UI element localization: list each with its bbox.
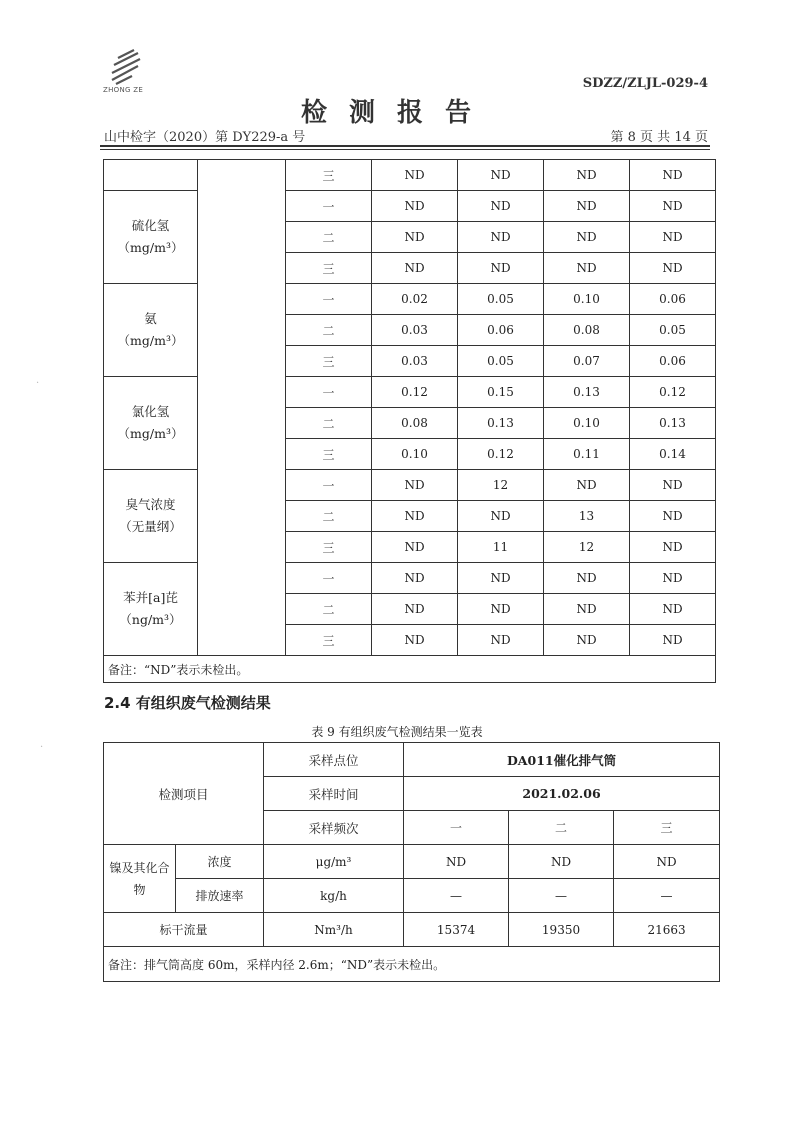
header-divider (100, 145, 710, 147)
value-cell: ND (372, 625, 458, 656)
value-cell: 0.12 (372, 377, 458, 408)
value-cell: 0.10 (372, 439, 458, 470)
freq-cell: 一 (286, 470, 372, 501)
value-cell: ND (509, 845, 614, 879)
table-note: 备注：“ND”表示未检出。 (104, 656, 716, 683)
value-cell: 12 (458, 470, 544, 501)
value-cell: 0.12 (458, 439, 544, 470)
freq-cell: 三 (614, 811, 720, 845)
value-cell: 0.06 (630, 346, 716, 377)
pollutant-name: 苯并[a]芘 (123, 590, 178, 605)
value-cell: ND (372, 222, 458, 253)
table-row (104, 191, 716, 222)
point-label: 采样点位 (264, 743, 404, 777)
value-cell: 0.08 (372, 408, 458, 439)
pollutant-name: 镍及其化合物 (104, 845, 176, 913)
item-header: 检测项目 (104, 743, 264, 845)
value-cell: ND (404, 845, 509, 879)
table-row (104, 563, 716, 594)
freq-cell: 三 (286, 160, 372, 191)
pollutant-cell (104, 191, 198, 284)
value-cell: ND (458, 501, 544, 532)
pollutant-name: 硫化氢 (131, 218, 170, 233)
table-row (104, 160, 716, 191)
table-row (104, 879, 720, 913)
value-cell: 0.02 (372, 284, 458, 315)
section-heading: 2.4 有组织废气检测结果 (104, 694, 271, 712)
value-cell: 21663 (614, 913, 720, 947)
table-note: 备注：排气筒高度 60m，采样内径 2.6m；“ND”表示未检出。 (104, 947, 720, 982)
scan-dot: · (40, 742, 44, 753)
freq-cell: 三 (286, 346, 372, 377)
value-cell: ND (544, 253, 630, 284)
value-cell: 0.10 (544, 284, 630, 315)
value-cell: — (404, 879, 509, 913)
value-cell: ND (372, 563, 458, 594)
conc-unit: μg/m³ (264, 845, 404, 879)
value-cell: 0.03 (372, 315, 458, 346)
table-row (104, 377, 716, 408)
table-row (104, 470, 716, 501)
value-cell: 0.05 (458, 346, 544, 377)
table-row (104, 656, 716, 683)
pollutant-unit: （mg/m³） (117, 426, 184, 441)
freq-cell: 二 (286, 408, 372, 439)
rate-label: 排放速率 (176, 879, 264, 913)
pollutant-unit: （mg/m³） (117, 333, 184, 348)
value-cell: ND (544, 625, 630, 656)
value-cell: ND (630, 160, 716, 191)
value-cell: 0.12 (630, 377, 716, 408)
pollutant-name: 臭气浓度 (125, 497, 176, 512)
report-title: 检测报告 (300, 98, 493, 128)
freq-cell: 二 (286, 315, 372, 346)
freq-cell: 二 (509, 811, 614, 845)
conc-label: 浓度 (176, 845, 264, 879)
value-cell: 19350 (509, 913, 614, 947)
value-cell: 0.13 (458, 408, 544, 439)
value-cell: 0.06 (630, 284, 716, 315)
value-cell: ND (372, 470, 458, 501)
value-cell: ND (630, 253, 716, 284)
value-cell: 0.13 (544, 377, 630, 408)
pollutant-unit: （无量纲） (119, 519, 182, 534)
document-code: SDZZ/ZLJL-029-4 (582, 76, 708, 91)
value-cell: ND (372, 160, 458, 191)
value-cell: ND (544, 594, 630, 625)
table-row (104, 947, 720, 982)
value-cell: ND (630, 501, 716, 532)
freq-cell: 一 (286, 191, 372, 222)
table-row (104, 284, 716, 315)
value-cell: ND (372, 594, 458, 625)
scan-dot: · (36, 378, 40, 389)
value-cell: ND (458, 625, 544, 656)
value-cell: ND (630, 563, 716, 594)
value-cell: ND (458, 563, 544, 594)
value-cell: ND (458, 253, 544, 284)
value-cell: 15374 (404, 913, 509, 947)
value-cell: 13 (544, 501, 630, 532)
pollutant-cell (104, 377, 198, 470)
value-cell: ND (544, 222, 630, 253)
freq-cell: 二 (286, 222, 372, 253)
freq-cell: 一 (404, 811, 509, 845)
rate-unit: kg/h (264, 879, 404, 913)
value-cell: ND (458, 160, 544, 191)
pollutant-name: 氯化氢 (131, 404, 170, 419)
value-cell: — (509, 879, 614, 913)
value-cell: ND (544, 470, 630, 501)
value-cell: 0.03 (372, 346, 458, 377)
organized-gas-results-table (103, 742, 720, 982)
flow-label: 标干流量 (104, 913, 264, 947)
unorganized-gas-results-table (103, 159, 716, 683)
freq-cell: 二 (286, 594, 372, 625)
pollutant-name: 氨 (144, 311, 157, 326)
value-cell: ND (372, 532, 458, 563)
value-cell: ND (614, 845, 720, 879)
value-cell: 11 (458, 532, 544, 563)
pollutant-unit: （mg/m³） (117, 240, 184, 255)
value-cell: ND (372, 501, 458, 532)
value-cell: ND (372, 191, 458, 222)
time-value: 2021.02.06 (404, 777, 720, 811)
value-cell: ND (372, 253, 458, 284)
value-cell: ND (630, 470, 716, 501)
page-info: 第 8 页 共 14 页 (610, 130, 708, 145)
pollutant-cell (104, 470, 198, 563)
time-label: 采样时间 (264, 777, 404, 811)
value-cell: ND (458, 594, 544, 625)
value-cell: 0.13 (630, 408, 716, 439)
value-cell: ND (630, 191, 716, 222)
logo-text: ZHONG ZE (103, 86, 144, 94)
value-cell: ND (630, 594, 716, 625)
value-cell: 0.06 (458, 315, 544, 346)
value-cell: ND (630, 222, 716, 253)
value-cell: 0.15 (458, 377, 544, 408)
pollutant-cell (104, 160, 198, 191)
freq-cell: 一 (286, 284, 372, 315)
value-cell: 12 (544, 532, 630, 563)
value-cell: 0.07 (544, 346, 630, 377)
value-cell: ND (544, 563, 630, 594)
table-caption: 表 9 有组织废气检测结果一览表 (311, 725, 483, 739)
pollutant-cell (104, 284, 198, 377)
value-cell: 0.08 (544, 315, 630, 346)
freq-label: 采样频次 (264, 811, 404, 845)
value-cell: 0.05 (458, 284, 544, 315)
value-cell: ND (458, 222, 544, 253)
freq-cell: 三 (286, 532, 372, 563)
pollutant-unit: （ng/m³） (119, 612, 182, 627)
blank-merged-cell (198, 160, 286, 656)
freq-cell: 三 (286, 439, 372, 470)
value-cell: ND (458, 191, 544, 222)
freq-cell: 一 (286, 563, 372, 594)
value-cell: 0.11 (544, 439, 630, 470)
value-cell: ND (630, 532, 716, 563)
value-cell: 0.10 (544, 408, 630, 439)
table-row (104, 913, 720, 947)
report-number: 山中检字（2020）第 DY229-a 号 (104, 130, 306, 145)
header-divider-thin (100, 149, 710, 150)
value-cell: ND (630, 625, 716, 656)
flow-unit: Nm³/h (264, 913, 404, 947)
freq-cell: 一 (286, 377, 372, 408)
point-value: DA011催化排气筒 (404, 743, 720, 777)
freq-cell: 三 (286, 253, 372, 284)
table-row (104, 845, 720, 879)
value-cell: 0.14 (630, 439, 716, 470)
value-cell: ND (544, 160, 630, 191)
value-cell: — (614, 879, 720, 913)
table-row (104, 743, 720, 777)
freq-cell: 二 (286, 501, 372, 532)
pollutant-cell (104, 563, 198, 656)
value-cell: ND (544, 191, 630, 222)
value-cell: 0.05 (630, 315, 716, 346)
freq-cell: 三 (286, 625, 372, 656)
